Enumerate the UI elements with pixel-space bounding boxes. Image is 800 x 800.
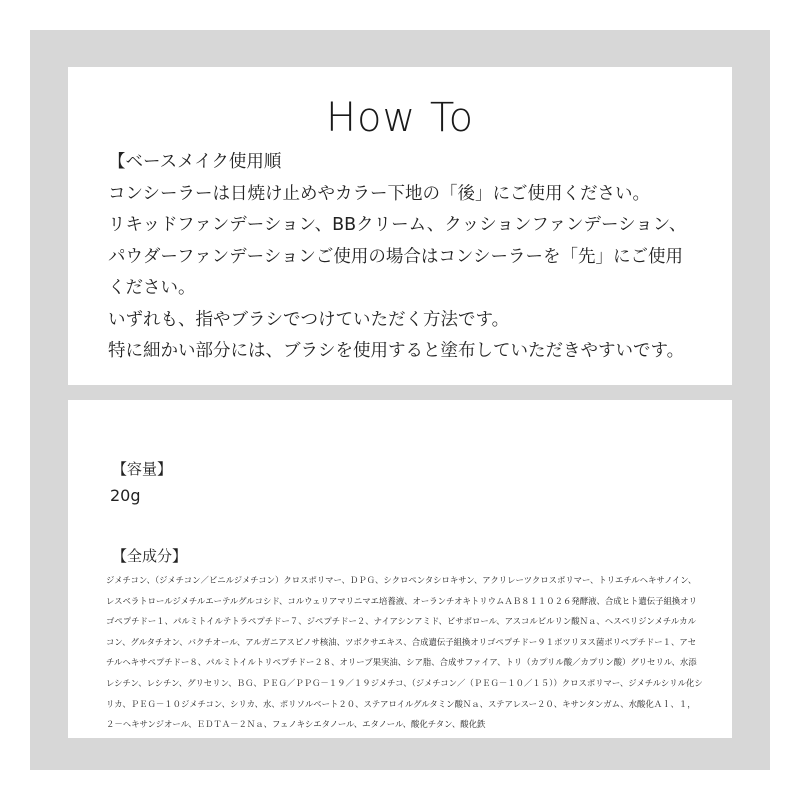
capacity-heading: 【容量】 <box>112 460 173 478</box>
usage-line: コンシーラーは日焼け止めやカラー下地の「後」にご使用ください。 <box>108 183 651 204</box>
usage-line: パウダーファンデーションご使用の場合はコンシーラーを「先」にご使用 <box>108 246 683 267</box>
capacity-value: 20g <box>110 486 141 505</box>
how-to-title: How To <box>325 95 475 141</box>
usage-line: 【ベースメイク使用順 <box>108 152 282 172</box>
usage-line: ください。 <box>108 278 196 298</box>
usage-instructions <box>108 147 718 368</box>
product-info-card <box>68 400 732 738</box>
how-to-card <box>68 67 732 385</box>
usage-line: 特に細かい部分には、ブラシを使用すると塗布していただきやすいです。 <box>108 341 685 361</box>
gray-frame <box>30 30 770 770</box>
ingredients-heading: 【全成分】 <box>112 547 188 565</box>
usage-line: いずれも、指やブラシでつけていただく方法です。 <box>108 309 510 330</box>
ingredients-list: ジメチコン、（ジメチコン／ビニルジメチコン）クロスポリマー、ＤＰＧ、シクロペンタシロキサン、アクリレーツクロスポリマー、トリエチルヘキサノイン、レスベラトロールジメチルエーテルグルコシド、コルウェリアマリニマエ培養液、オーランチオキトリウムＡＢ８１１０２６発酵液、合成ヒト遺伝子組換オリゴペプチドー１、パルミトイルテトラペプチドー７、ジペプチドー２、ナイアシンアミド、ビサボロール、アスコルビルリン酸Ｎａ、ヘスペリジンメチルカルコン、グルタチオン、バクチオール、アルガニアスピノサ核油、ツボクサエキス、合成遺伝子組換オリゴペプチドー９１ボツリヌス菌ポリペプチドー１、アセチルヘキサペプチドー８、パルミトイルトリペプチドー２８、オリーブ果実油、シア脂、合成サファイア、トリ（カプリル酸／カプリン酸）グリセリル、水添レシチン、レシチン、グリセリン、ＢＧ、ＰＥＧ／ＰＰＧ－１９／１９ジメチコ、（ジメチコン／（ＰＥＧ－１０／１５））クロスポリマー、ジメチルシリル化シリカ、ＰＥＧ－１０ジメチコン、シリカ、水、ポリソルベート２０、ステアロイルグルタミン酸Ｎａ、ステアレスー２０、キサンタンガム、水酸化Ａｌ、１，２－ヘキサンジオール、ＥＤＴＡ－２Ｎａ、フェノキシエタノール、エタノール、酸化チタン、酸化鉄 <box>106 575 703 730</box>
usage-line: リキッドファンデーション、BBクリーム、クッションファンデーション、 <box>108 215 687 235</box>
